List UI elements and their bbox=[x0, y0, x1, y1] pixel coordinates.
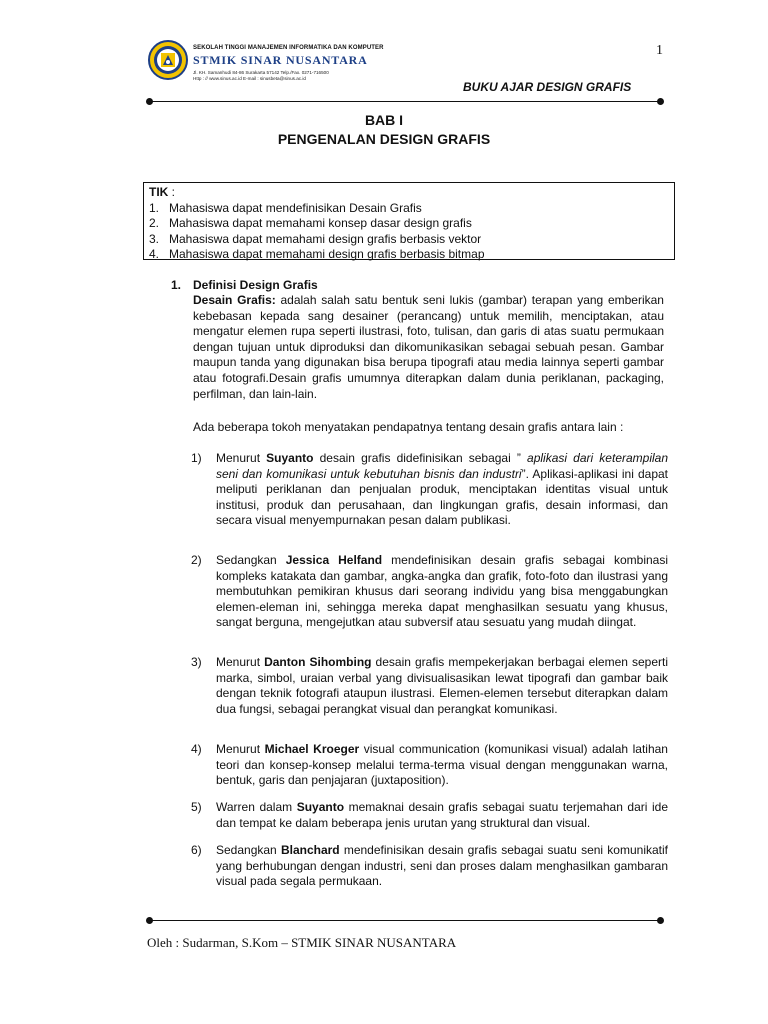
item-suffix: mendefinisikan desain grafis sebagai suatu seni komunikatif yang berhubungan dengan industri, seni dan proses dalam menghasilkan gambaran visual pada segala permukaan. bbox=[216, 843, 668, 889]
author-name: Michael Kroeger bbox=[264, 742, 360, 756]
list-item-number: 1) bbox=[191, 451, 202, 465]
tik-colon: : bbox=[168, 185, 176, 199]
author-name: Suyanto bbox=[296, 800, 345, 814]
list-item-text bbox=[216, 800, 668, 831]
learning-objectives-box bbox=[143, 182, 675, 260]
tik-item-number: 4. bbox=[149, 247, 160, 262]
tik-item-number: 1. bbox=[149, 200, 160, 215]
section-title: Definisi Design Grafis bbox=[193, 278, 318, 292]
tik-item bbox=[149, 232, 669, 248]
institution-logo bbox=[148, 40, 188, 80]
list-item-text bbox=[216, 451, 668, 529]
tik-item-text: Mahasiswa dapat memahami konsep dasar design grafis bbox=[169, 216, 472, 231]
section-number: 1. bbox=[171, 278, 182, 292]
footer-rule-dot-right bbox=[657, 917, 664, 924]
item-suffix: ”. Aplikasi-aplikasi ini dapat meliputi periklanan dan penjualan produk, menciptakan identitas visual untuk institusi, produk dan perusahaan, dan lingkungan grafis, desain informasi, dan secara visual menyempurnakan pesan dalam publikasi. bbox=[216, 466, 668, 528]
item-prefix: Menurut bbox=[216, 742, 265, 756]
item-suffix: visual communication (komunikasi visual) adalah latihan teori dan konsep-konsep melalui terma-terma visual dengan menggunakan warna, bentuk, garis dan penjajaran (juxtaposition). bbox=[216, 742, 668, 788]
footer-rule-dot-left bbox=[146, 917, 153, 924]
list-item-text bbox=[216, 655, 668, 717]
list-item-number: 5) bbox=[191, 800, 202, 814]
footer-rule bbox=[149, 920, 661, 921]
list-item-number: 4) bbox=[191, 742, 202, 756]
tik-label: TIK bbox=[149, 185, 169, 199]
header-rule-dot-left bbox=[146, 98, 153, 105]
list-item-number: 6) bbox=[191, 843, 202, 857]
institution-type-line: SEKOLAH TINGGI MANAJEMEN INFORMATIKA DAN KOMPUTER bbox=[193, 45, 384, 51]
item-suffix: desain grafis mempekerjakan berbagai elemen seperti marka, simbol, uraian verbal yang divisualisasikan lewat tipografi dan gambar baik dengan teknik fotografi ataupun ilustrasi. Elemen-elemen tersebut diterapkan dalam dua fungsi, sebagai perangkat visual dan perangkat komunikasi. bbox=[216, 655, 669, 716]
header-rule-dot-right bbox=[657, 98, 664, 105]
tik-item bbox=[149, 247, 669, 263]
institution-name: STMIK SINAR NUSANTARA bbox=[193, 53, 368, 67]
tik-item bbox=[149, 216, 669, 232]
author-name: Jessica Helfand bbox=[285, 553, 383, 567]
item-suffix: memaknai desain grafis sebagai suatu terjemahan dari ide dan tempat ke dalam beberapa jenis urutan yang struktural dan visual. bbox=[216, 800, 669, 830]
tik-item bbox=[149, 201, 669, 217]
list-item-number: 3) bbox=[191, 655, 202, 669]
chapter-title: PENGENALAN DESIGN GRAFIS bbox=[277, 131, 491, 147]
tik-item-number: 2. bbox=[149, 216, 160, 231]
tik-item-text: Mahasiswa dapat mendefinisikan Desain Grafis bbox=[169, 200, 422, 215]
item-middle: desain grafis didefinisikan sebagai ” bbox=[313, 451, 528, 465]
item-prefix: Sedangkan bbox=[216, 843, 281, 857]
item-prefix: Menurut bbox=[216, 655, 265, 669]
item-suffix: mendefinisikan desain grafis sebagai kombinasi kompleks katakata dan gambar, angka-angka dan grafik, foto-foto dan ilustrasi yang membutuhkan pemikiran khusus dari seorang individu yang bisa menggabungkan elemen-eleman ini, sehingga mereka dapat menghasilkan sesuatu yang khusus, sangat berguna, mengejutkan atau subversif atau sesuatu yang mudah diingat. bbox=[216, 553, 669, 630]
tik-item-text: Mahasiswa dapat memahami design grafis berbasis vektor bbox=[169, 231, 482, 246]
header-rule bbox=[149, 101, 661, 102]
tik-item-number: 3. bbox=[149, 231, 160, 246]
author-name: Blanchard bbox=[280, 843, 340, 857]
logo-emblem-icon bbox=[148, 40, 188, 80]
item-prefix: Menurut bbox=[216, 451, 267, 465]
page-number: 1 bbox=[656, 43, 663, 58]
item-prefix: Sedangkan bbox=[216, 553, 286, 567]
institution-address bbox=[193, 70, 329, 82]
definition-paragraph bbox=[193, 293, 664, 402]
list-item-text bbox=[216, 742, 668, 789]
tik-item-text: Mahasiswa dapat memahami design grafis berbasis bitmap bbox=[169, 247, 485, 262]
quoted-definition: aplikasi dari keterampilan seni dan komunikasi untuk kebutuhan bisnis dan industri bbox=[216, 451, 669, 481]
address-line-1: Jl. KH. Samanhudi 84-86 Surakarta 57142 Telp./Fax. 0271-716500 bbox=[193, 70, 329, 75]
author-name: Suyanto bbox=[266, 451, 314, 465]
author-name: Danton Sihombing bbox=[264, 655, 372, 669]
intro-paragraph: Ada beberapa tokoh menyatakan pendapatnya tentang desain grafis antara lain : bbox=[193, 420, 624, 434]
tik-heading bbox=[149, 185, 669, 201]
footer-author: Oleh : Sudarman, S.Kom – STMIK SINAR NUSANTARA bbox=[147, 935, 457, 950]
list-item-text bbox=[216, 843, 668, 890]
address-line-2: Http : // www.sinus.ac.id E-mail : sinusbeta@sinus.ac.id bbox=[193, 76, 306, 81]
section-heading bbox=[171, 278, 318, 292]
list-item-number: 2) bbox=[191, 553, 202, 567]
item-prefix: Warren dalam bbox=[216, 800, 297, 814]
definition-term: Desain Grafis: bbox=[193, 293, 276, 307]
book-title: BUKU AJAR DESIGN GRAFIS bbox=[463, 80, 632, 94]
definition-text: adalah salah satu bentuk seni lukis (gambar) terapan yang emberikan kebebasan kepada sang desainer (perancang) untuk memilih, menciptakan, atau mengatur elemen rupa seperti ilustrasi, foto, tulisan, dan garis di atas suatu permukaan dengan tujuan untuk diproduksi dan dikomunikasikan sebagai sebuah pesan. Gambar maupun tanda yang digunakan bisa berupa tipografi atau media lainnya seperti gambar atau fotografi.Desain grafis umumnya diterapkan dalam dunia periklanan, packaging, perfilman, dan lain-lain. bbox=[193, 293, 664, 401]
chapter-number: BAB I bbox=[364, 112, 404, 128]
list-item-text bbox=[216, 553, 668, 631]
